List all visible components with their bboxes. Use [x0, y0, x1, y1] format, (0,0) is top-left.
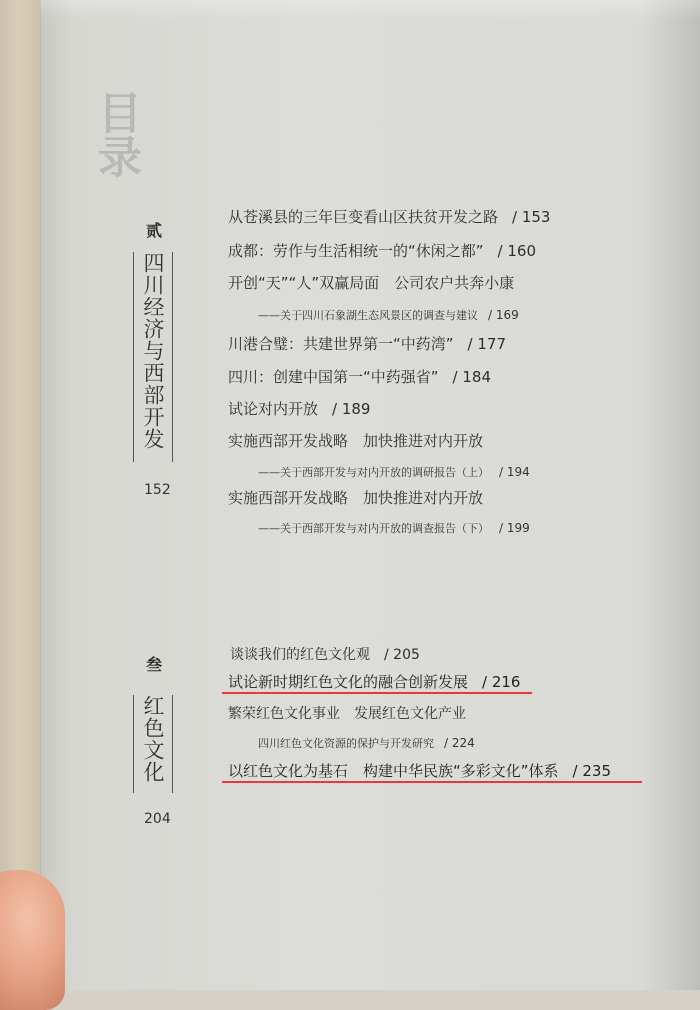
toc-entry[interactable]: 开创“天”“人”双赢局面 公司农户共奔小康: [228, 274, 515, 292]
section-page-3: 204: [144, 811, 171, 827]
toc-entry[interactable]: 谈谈我们的红色文化观 / 205: [230, 647, 420, 663]
toc-subtitle: 四川红色文化资源的保护与开发研究 / 224: [258, 736, 475, 750]
red-underline: [222, 781, 642, 783]
toc-entry-highlighted[interactable]: 试论新时期红色文化的融合创新发展 / 216: [228, 673, 521, 691]
red-underline: [222, 692, 532, 694]
section-number-2: 贰: [146, 221, 163, 240]
section-title-2: 四川经济与西部开发: [133, 252, 173, 462]
toc-entry[interactable]: 实施西部开发战略 加快推进对内开放: [228, 432, 484, 450]
thumb: [0, 870, 65, 1010]
contents-heading: 目录: [90, 90, 141, 178]
toc-entry[interactable]: 试论对内开放 / 189: [228, 400, 371, 418]
toc-entry[interactable]: 从苍溪县的三年巨变看山区扶贫开发之路 / 153: [228, 208, 551, 226]
toc-entry[interactable]: 成都：劳作与生活相统一的“休闲之都” / 160: [228, 242, 536, 260]
toc-entry[interactable]: 繁荣红色文化事业 发展红色文化产业: [228, 706, 466, 722]
toc-subtitle: ——关于西部开发与对内开放的调查报告（下） / 199: [258, 521, 530, 535]
section-page-2: 152: [144, 482, 171, 498]
toc-entry-highlighted[interactable]: 以红色文化为基石 构建中华民族“多彩文化”体系 / 235: [228, 762, 611, 780]
toc-entry[interactable]: 川港合璧：共建世界第一“中药湾” / 177: [228, 335, 506, 353]
toc-entry[interactable]: 四川：创建中国第一“中药强省” / 184: [228, 368, 491, 386]
section-title-3: 红色文化: [133, 695, 173, 793]
toc-entry[interactable]: 实施西部开发战略 加快推进对内开放: [228, 489, 484, 507]
toc-subtitle: ——关于四川石象湖生态风景区的调查与建议 / 169: [258, 308, 519, 322]
section-number-3: 叁: [146, 655, 163, 674]
toc-subtitle: ——关于西部开发与对内开放的调研报告（上） / 194: [258, 465, 530, 479]
